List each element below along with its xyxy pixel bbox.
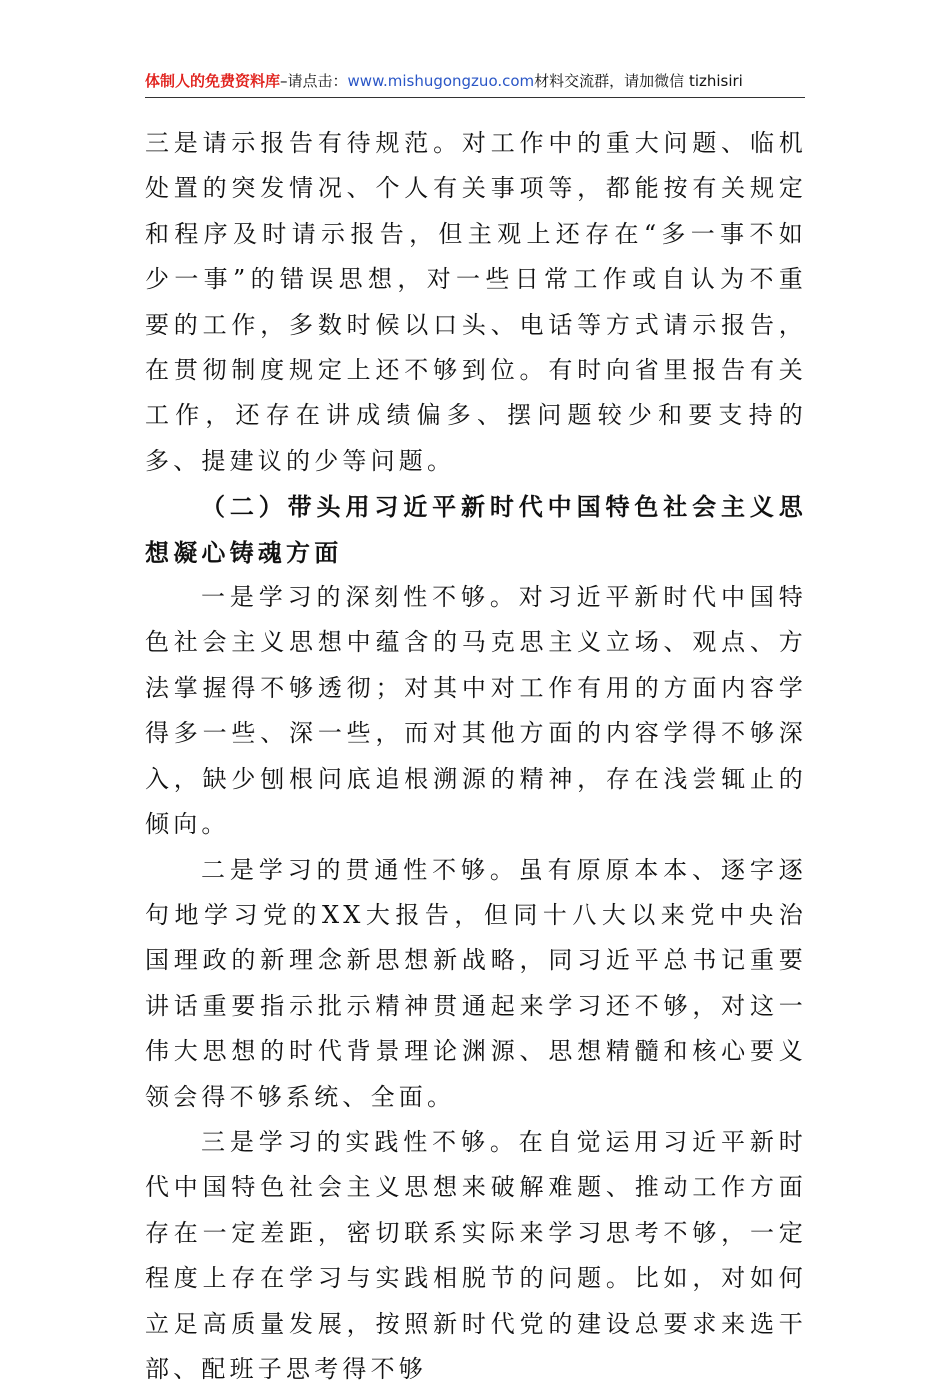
paragraph-practice: 三是学习的实践性不够。在自觉运用习近平新时代中国特色社会主义思想来破解难题、推动工作方面存在一定差距，密切联系实际来学习思考不够，一定程度上存在学习与实践相脱节的问题。比如，对如何立足高质量发展，按照新时代党的建设总要求来选干部、配班子思考得不够 — [145, 1127, 807, 1383]
document-body — [145, 121, 807, 1392]
site-name: 体制人的免费资料库 — [145, 72, 281, 90]
paragraph-depth: 一是学习的深刻性不够。对习近平新时代中国特色社会主义思想中蕴含的马克思主义立场、观点、方法掌握得不够透彻；对其中对工作有用的方面内容学得多一些、深一些，而对其他方面的内容学得不够深入，缺少刨根问底追根溯源的精神，存在浅尝辄止的倾向。 — [145, 583, 807, 839]
click-prompt: –请点击： — [280, 72, 348, 90]
header-divider — [145, 97, 805, 98]
website-link[interactable]: www.mishugongzuo.com — [347, 72, 535, 90]
page-header — [145, 70, 805, 96]
section-heading: （二）带头用习近平新时代中国特色社会主义思想凝心铸魂方面 — [145, 492, 807, 567]
paragraph-coherence: 二是学习的贯通性不够。虽有原原本本、逐字逐句地学习党的XX大报告，但同十八大以来党中央治国理政的新理念新思想新战略，同习近平总书记重要讲话重要指示批示精神贯通起来学习还不够，对这一伟大思想的时代背景理论渊源、思想精髓和核心要义领会得不够系统、全面。 — [145, 855, 807, 1111]
contact-note: 材料交流群，请加微信 tizhisiri — [534, 72, 743, 90]
paragraph-reporting: 三是请示报告有待规范。对工作中的重大问题、临机处置的突发情况、个人有关事项等，都能按有关规定和程序及时请示报告，但主观上还存在“多一事不如少一事”的错误思想，对一些日常工作或自认为不重要的工作，多数时候以口头、电话等方式请示报告，在贯彻制度规定上还不够到位。有时向省里报告有关工作，还存在讲成绩偏多、摆问题较少和要支持的多、提建议的少等问题。 — [145, 129, 807, 475]
